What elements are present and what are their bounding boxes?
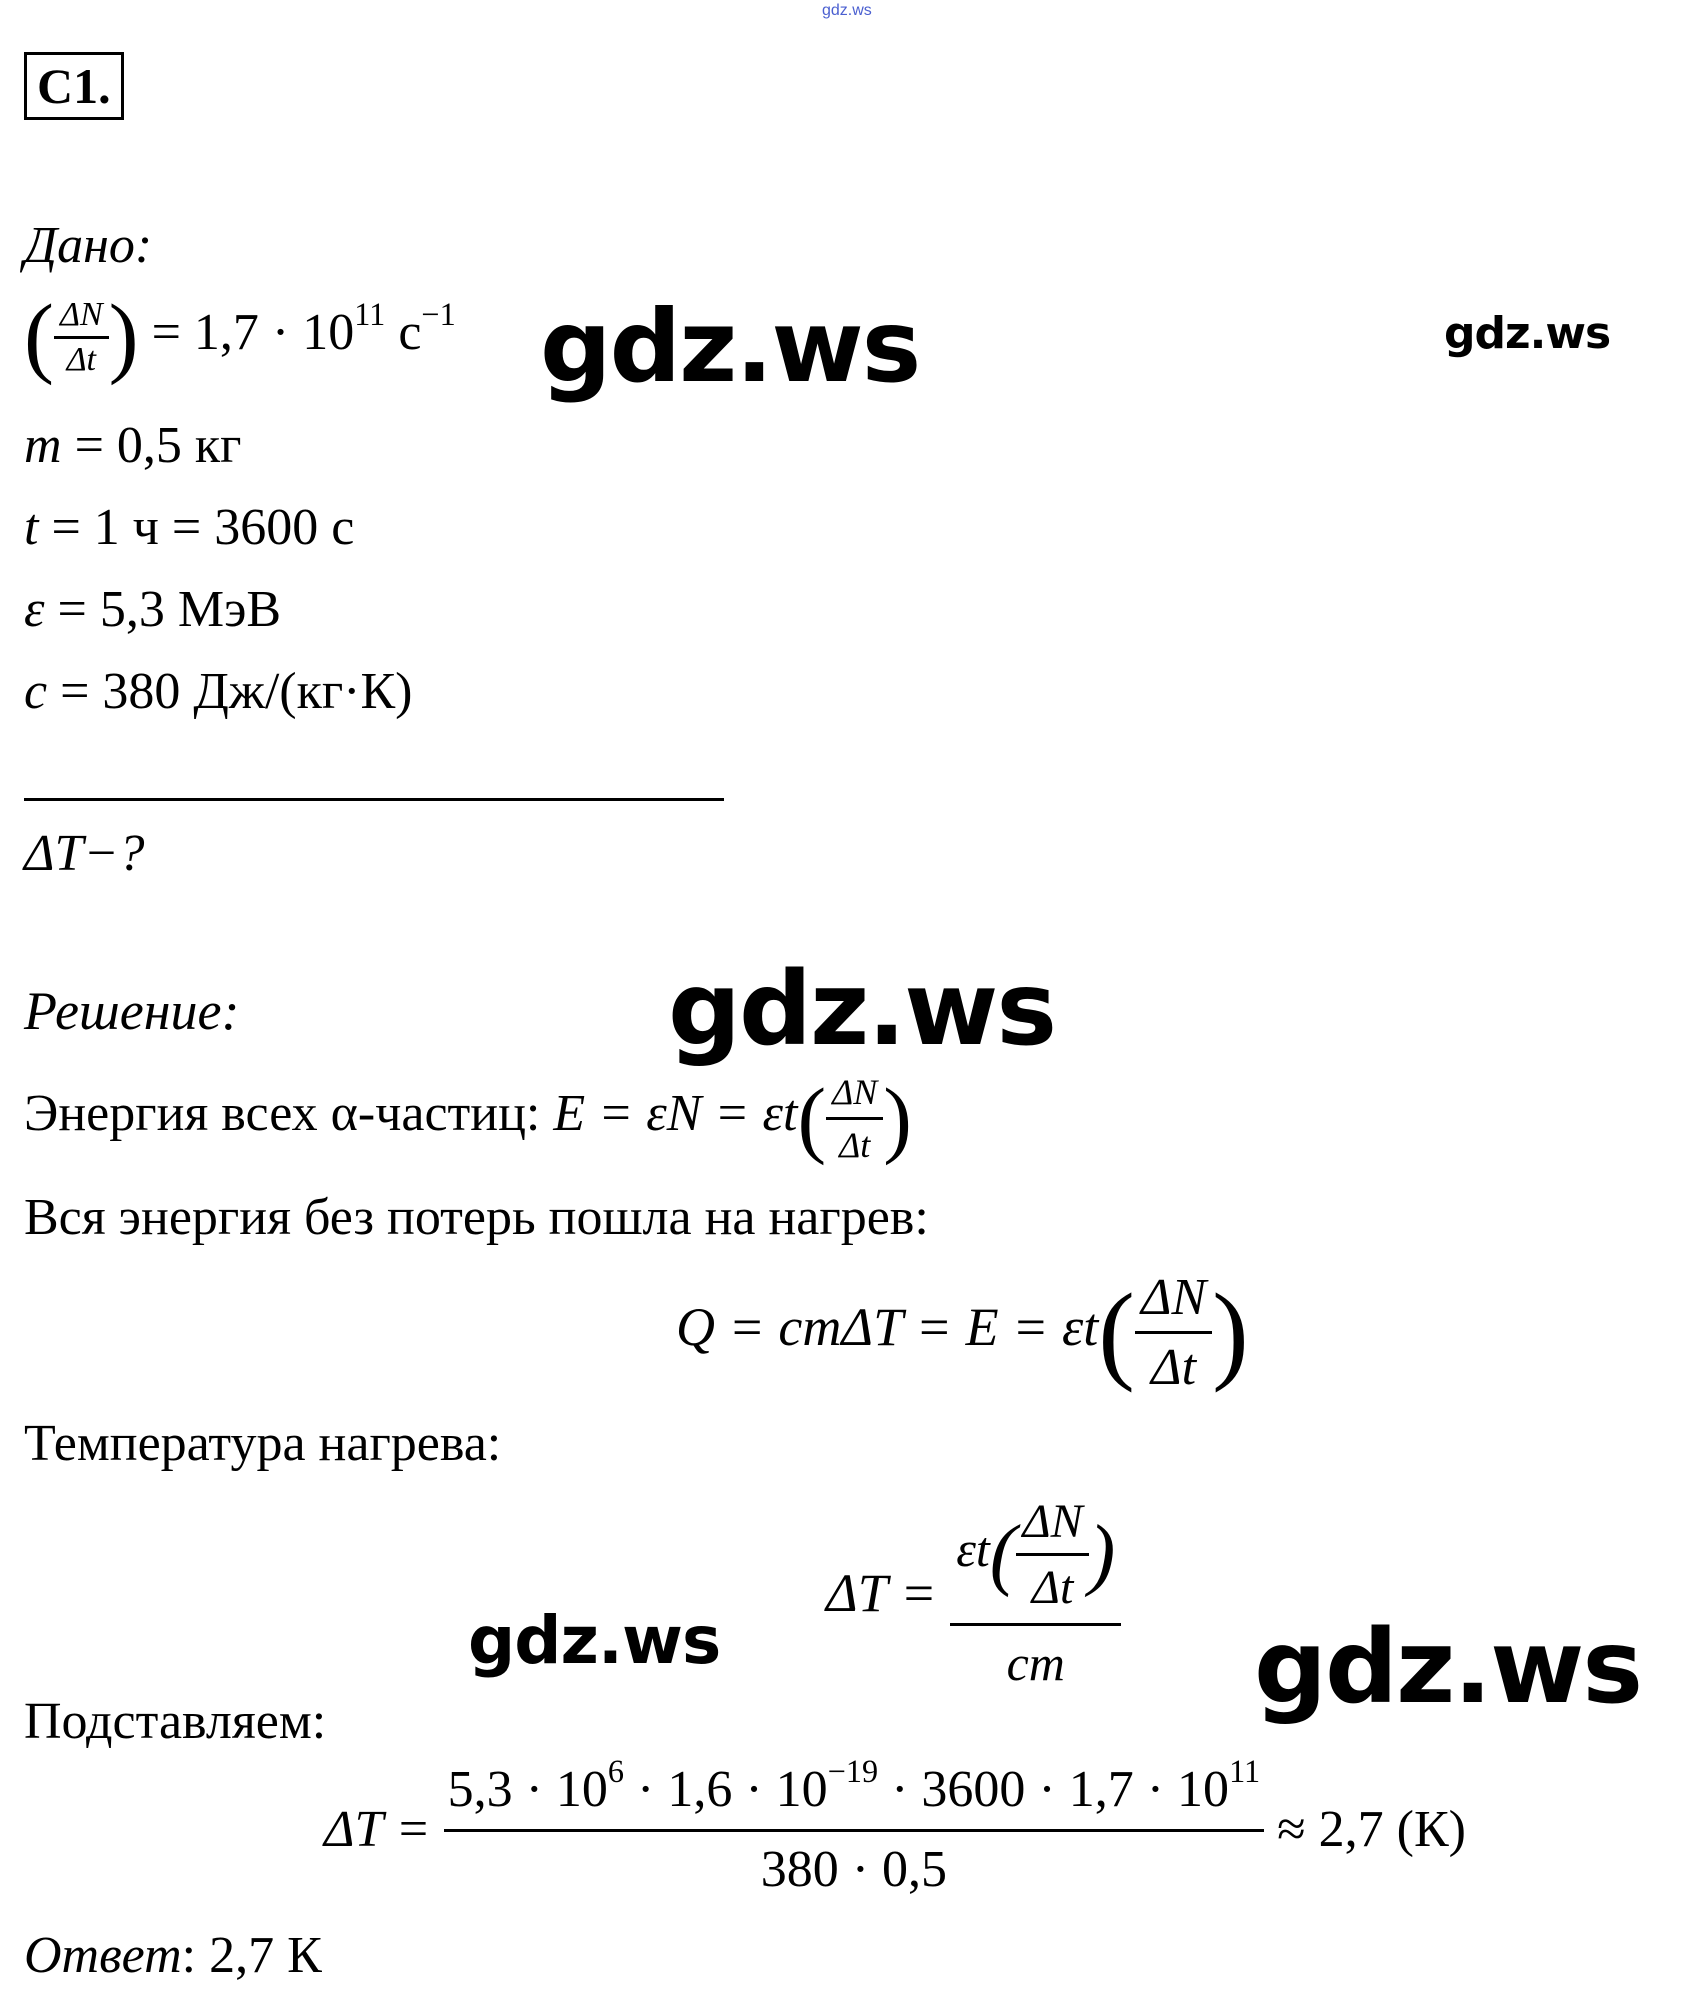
watermark: gdz.ws bbox=[540, 288, 920, 405]
subst-denominator: 380 · 0,5 bbox=[760, 1841, 948, 1898]
watermark: gdz.ws bbox=[668, 950, 1056, 1069]
q-formula-line: Q = cmΔT = E = εt( $\frac{\Delta N}{\Delta t}$ ) bbox=[676, 1269, 1249, 1396]
given-mass: m = 0,5 кг bbox=[24, 417, 242, 474]
top-watermark: gdz.ws bbox=[822, 2, 872, 19]
given-heading: Дано: bbox=[24, 217, 153, 274]
subst-numerator: $5,3 \cdot 10^6 \cdot 1,6 \cdot 10^{-19} \cdot 3600 \cdot 1,7 \cdot 10^{11}$ bbox=[444, 1760, 1265, 1832]
energy-frac-num: ΔN bbox=[826, 1071, 883, 1120]
rate-denominator: Δt bbox=[66, 340, 96, 378]
subst-lhs: ΔT = bbox=[324, 1801, 431, 1858]
dT-formula: ΔT = εt( $\frac{\Delta N}{\Delta t}$ ) cm bbox=[826, 1494, 1121, 1692]
temp-text: Температура нагрева: bbox=[24, 1415, 502, 1472]
given-time: t = 1 ч = 3600 с bbox=[24, 499, 355, 556]
energy-frac-den: Δt bbox=[839, 1124, 871, 1165]
rate-numerator: ΔN bbox=[54, 298, 109, 339]
watermark: gdz.ws bbox=[1444, 308, 1611, 359]
q-formula: Q = cmΔT = E = εt bbox=[676, 1296, 1099, 1357]
rate-value: = 1,7 · 10 bbox=[151, 303, 355, 361]
given-rate-line: ( $\frac{\Delta N}{\Delta t}$ ) = $1,7 \cdot 10^{11}$ $с^{-1}$ bbox=[24, 287, 456, 386]
energy-text: Энергия всех α-частиц: bbox=[24, 1084, 541, 1142]
find-quantity: ΔT−? bbox=[24, 825, 145, 882]
energy-line: Энергия всех α-частиц: E = εN = εt( $\frac{\Delta N}{\Delta t}$ ) bbox=[24, 1070, 912, 1166]
dT-num-prefix: εt bbox=[956, 1520, 990, 1577]
solution-heading: Решение: bbox=[24, 981, 240, 1041]
watermark: gdz.ws bbox=[1254, 1608, 1642, 1727]
rate-unit-exponent: −1 bbox=[421, 295, 456, 332]
answer-value: 2,7 К bbox=[209, 1927, 322, 1984]
given-heat-capacity: c = 380 Дж/(кг·К) bbox=[24, 663, 413, 720]
dT-denominator: cm bbox=[1006, 1635, 1065, 1691]
watermark: gdz.ws bbox=[468, 1602, 721, 1679]
substitute-text: Подставляем: bbox=[24, 1693, 327, 1750]
energy-formula: E = εN = εt bbox=[553, 1084, 798, 1142]
answer-label: Ответ bbox=[24, 1927, 182, 1984]
dT-lhs: ΔT = bbox=[826, 1563, 937, 1623]
given-energy: ε = 5,3 МэВ bbox=[24, 581, 282, 638]
q-frac-num: ΔN bbox=[1135, 1268, 1212, 1334]
dT-inner-num: ΔN bbox=[1016, 1494, 1088, 1556]
answer-line: Ответ: 2,7 К bbox=[24, 1927, 322, 1984]
rate-exponent: 11 bbox=[354, 295, 386, 332]
given-divider bbox=[24, 798, 724, 801]
q-frac-den: Δt bbox=[1151, 1339, 1197, 1396]
substitution-formula bbox=[324, 1752, 1466, 1899]
dT-inner-den: Δt bbox=[1031, 1561, 1074, 1614]
all-energy-text: Вся энергия без потерь пошла на нагрев: bbox=[24, 1189, 929, 1246]
problem-label: С1. bbox=[24, 52, 124, 120]
subst-result: ≈ 2,7 (К) bbox=[1277, 1801, 1466, 1858]
rate-unit: с bbox=[398, 303, 422, 361]
